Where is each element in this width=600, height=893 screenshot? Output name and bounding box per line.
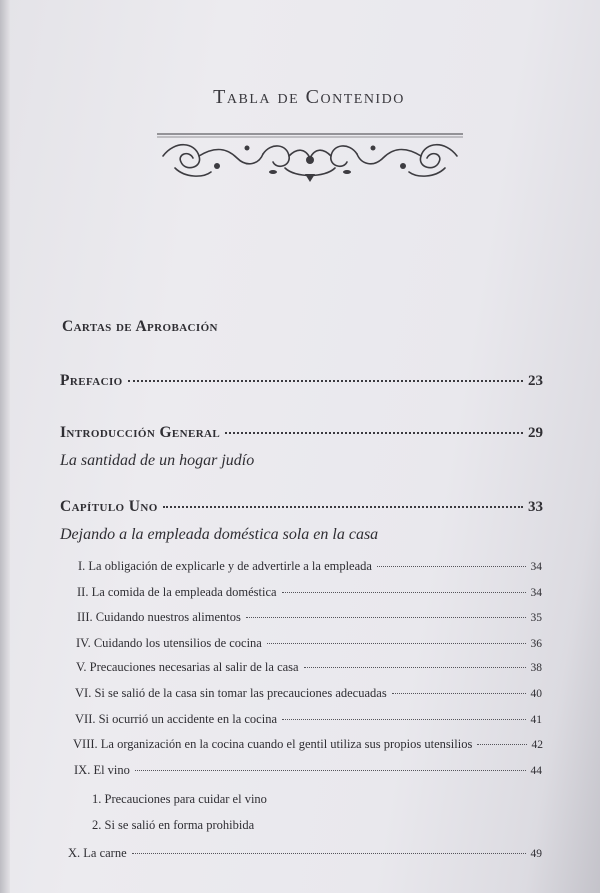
toc-section-label: Prefacio xyxy=(60,372,123,389)
dot-leader xyxy=(128,380,523,382)
toc-section-label: Introducción General xyxy=(60,424,221,441)
toc-entry-label: VII. Si ocurrió un accidente en la cocina xyxy=(75,712,277,726)
toc-page-number: 42 xyxy=(531,739,543,751)
toc-entry-label: 2. Si se salió en forma prohibida xyxy=(92,818,255,832)
toc-entry-label: 1. Precauciones para cuidar el vino xyxy=(92,792,267,806)
toc-entry-label: II. La comida de la empleada doméstica xyxy=(77,585,277,599)
dot-leader xyxy=(282,592,526,593)
toc-entry xyxy=(76,636,542,651)
toc-page-number: 49 xyxy=(530,848,542,860)
toc-page-number: 29 xyxy=(528,425,543,441)
dot-leader xyxy=(246,617,526,618)
toc-subentry xyxy=(92,818,254,833)
toc-entry xyxy=(77,585,542,600)
toc-entry xyxy=(68,846,542,861)
toc-entry-label: VI. Si se salió de la casa sin tomar las precauciones adecuadas xyxy=(75,686,387,700)
page-title: Tabla de Contenido xyxy=(213,86,405,108)
toc-subtitle: Dejando a la empleada doméstica sola en la casa xyxy=(60,526,379,543)
toc-page-number: 34 xyxy=(530,587,542,599)
dot-leader xyxy=(477,744,526,745)
dot-leader xyxy=(163,506,523,508)
toc-section xyxy=(60,424,543,442)
toc-section xyxy=(60,498,543,516)
toc-entry-label: IV. Cuidando los utensilios de cocina xyxy=(76,636,262,650)
toc-section xyxy=(60,372,543,390)
toc-page-number: 36 xyxy=(530,638,542,650)
toc-page-number: 35 xyxy=(530,612,542,624)
dot-leader xyxy=(377,566,526,567)
toc-entry xyxy=(77,610,542,625)
toc-page-number: 41 xyxy=(530,714,542,726)
toc-page-number: 34 xyxy=(530,561,542,573)
dot-leader xyxy=(282,719,526,720)
dot-leader xyxy=(135,770,526,771)
toc-page-number: 40 xyxy=(530,688,542,700)
toc-subentry xyxy=(92,792,267,807)
toc-entry xyxy=(73,737,543,752)
toc-page-number: 33 xyxy=(528,499,543,515)
toc-section-label: Capítulo Uno xyxy=(60,498,158,515)
ornament-divider xyxy=(155,128,465,186)
dot-leader xyxy=(225,432,523,434)
toc-entry-label: I. La obligación de explicarle y de advertirle a la empleada xyxy=(78,559,372,573)
dot-leader xyxy=(304,667,526,668)
toc-entry-label: IX. El vino xyxy=(74,763,130,777)
toc-entry xyxy=(78,559,542,574)
toc-section xyxy=(62,318,544,336)
toc-page-number: 44 xyxy=(530,765,542,777)
toc-entry xyxy=(74,763,542,778)
toc-entry xyxy=(75,686,542,701)
dot-leader xyxy=(392,693,526,694)
toc-entry xyxy=(75,712,542,727)
toc-entry-label: V. Precauciones necesarias al salir de la casa xyxy=(76,660,299,674)
toc-entry xyxy=(76,660,542,675)
dot-leader xyxy=(132,853,526,854)
toc-entry-label: III. Cuidando nuestros alimentos xyxy=(77,610,241,624)
toc-subtitle: La santidad de un hogar judío xyxy=(60,452,255,469)
toc-section-label: Cartas de Aprobación xyxy=(62,318,218,335)
toc-entry-label: X. La carne xyxy=(68,846,127,860)
toc-page-number: 38 xyxy=(530,662,542,674)
toc-entry-label: VIII. La organización en la cocina cuando el gentil utiliza sus propios utensilios xyxy=(73,737,473,751)
dot-leader xyxy=(267,643,526,644)
toc-page-number: 23 xyxy=(528,373,543,389)
book-gutter xyxy=(0,0,10,893)
